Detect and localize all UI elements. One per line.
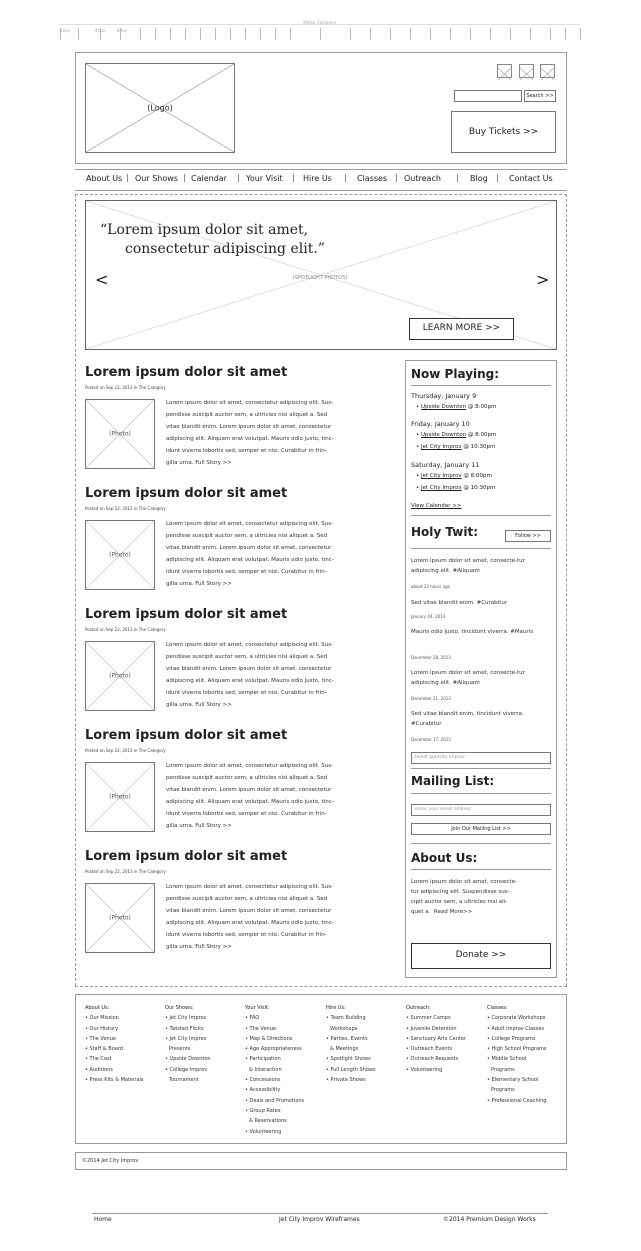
hero-quote-line2: consectetur adipiscing elit.” — [125, 241, 325, 257]
footer-link[interactable]: • Outreach Requests — [406, 1056, 459, 1063]
article-body-line: pendisse suscipit auctor sem, a ultricies nisi aliquet a. Sed — [166, 896, 328, 903]
ruler-tick — [580, 28, 581, 40]
footer-link[interactable]: & Meetings — [330, 1046, 359, 1053]
nav-separator: | — [395, 173, 398, 182]
article-meta: Posted on Sep 22, 2013 in The Category — [85, 506, 166, 511]
about-text-line: Lorem ipsum dolor sit amet, consecte- — [411, 879, 517, 885]
footer-link[interactable]: Programs — [491, 1066, 515, 1073]
footer-link[interactable]: • Deals and Promotions — [245, 1097, 305, 1104]
search-input[interactable] — [454, 90, 522, 102]
mailing-heading: Mailing List: — [411, 774, 495, 788]
schedule-show[interactable]: • Jet City Improv @ 8:00pm — [416, 473, 492, 479]
footer-link[interactable]: • Elementary School — [487, 1077, 539, 1084]
article-photo[interactable] — [85, 883, 155, 953]
footer-link[interactable]: • Jet City Improv — [165, 1035, 207, 1042]
ruler-tick — [140, 28, 141, 40]
ruler-tick — [155, 28, 156, 40]
nav-item-about[interactable]: About Us — [86, 174, 123, 183]
tweet-date: December 21, 2013 — [411, 696, 451, 701]
article-body-last-line[interactable]: gilla urna. Full Story >> — [166, 581, 232, 588]
footer-link[interactable]: • College Improv — [165, 1066, 208, 1073]
article-body-line: idunt viverra lobortis sed, semper et nisi. Curabitur in frin- — [166, 811, 327, 818]
divider — [411, 869, 551, 870]
article-body-line: adipiscing elit. Aliquam erat volutpat. Mauris odio justo, tinc- — [166, 799, 334, 806]
footer-column — [245, 1003, 304, 1137]
donate-button[interactable]: Donate >> — [411, 943, 551, 969]
ruler-tick — [410, 28, 411, 40]
nav-separator: | — [292, 173, 295, 182]
footer-link[interactable]: • Jet City Improv — [165, 1015, 207, 1022]
carousel-next-icon[interactable]: > — [536, 270, 550, 289]
article-body-line: adipiscing elit. Aliquam erat volutpat. Mauris odio justo, tinc- — [166, 557, 334, 564]
footer-link[interactable]: • Our Mission — [85, 1015, 119, 1022]
article-body-line: pendisse suscipit auctor sem, a ultricies nisi aliquet a. Sed — [166, 533, 328, 540]
article-meta: Posted on Sep 22, 2013 in The Category — [85, 748, 166, 753]
show-link[interactable]: Jet City Improv — [421, 444, 462, 450]
footer-link[interactable]: • Auditions — [85, 1066, 113, 1073]
footer-link[interactable]: • Map & Directions — [245, 1035, 293, 1042]
article-body-line: vitae blandit enim. Lorem ipsum dolor sit amet, consectetur — [166, 666, 332, 673]
divider — [411, 843, 551, 844]
divider — [411, 385, 551, 386]
article-body-line: Lorem ipsum dolor sit amet, consectetur adipiscing elit. Sus- — [166, 521, 334, 527]
ruler-tick — [230, 28, 231, 40]
article-body-line: vitae blandit enim. Lorem ipsum dolor sit amet, consectetur — [166, 908, 332, 915]
footer-link[interactable]: • High School Programs — [487, 1046, 547, 1053]
article-title[interactable]: Lorem ipsum dolor sit amet — [85, 728, 288, 743]
footer-link[interactable]: • Full Length Shows — [326, 1066, 376, 1073]
footer-column — [326, 1003, 376, 1085]
tweet-text: Lorem ipsum dolor sit amet, consecte-tur adipiscing elit. #Aliquam — [411, 670, 525, 686]
social-icon[interactable] — [540, 64, 555, 78]
footer-link[interactable]: • College Programs — [487, 1035, 536, 1042]
footer-link[interactable]: • Group Rates — [245, 1107, 281, 1114]
nav-item-blog[interactable]: Blog — [470, 174, 488, 183]
footer-link[interactable]: Programs — [491, 1087, 515, 1094]
schedule-show[interactable]: • Jet City Improv @ 10:30pm — [416, 485, 496, 491]
footer-column-heading[interactable]: Classes: — [487, 1005, 508, 1011]
divider — [411, 515, 551, 516]
footer-link[interactable]: & Reservations — [249, 1118, 287, 1125]
tweet-date: January 04, 2014 — [411, 614, 446, 619]
ruler-tick — [370, 28, 371, 40]
article-photo[interactable] — [85, 520, 155, 590]
photo-label: (Photo) — [109, 551, 131, 559]
footer-column-heading[interactable]: Our Shows: — [165, 1005, 194, 1011]
footer-link[interactable]: Tournament — [169, 1077, 199, 1084]
show-link[interactable]: Jet City Improv — [421, 485, 462, 491]
article-body-line: pendisse suscipit auctor sem, a ultricies nisi aliquet a. Sed — [166, 654, 328, 661]
article-body-line: pendisse suscipit auctor sem, a ultricies nisi aliquet a. Sed — [166, 775, 328, 782]
ruler-label: 960px Container — [303, 20, 337, 25]
ruler-tick — [470, 28, 471, 40]
nav-item-classes[interactable]: Classes — [357, 174, 388, 183]
footer-link[interactable]: • FAQ — [245, 1015, 260, 1022]
now-playing-heading: Now Playing: — [411, 367, 500, 381]
about-text-line: cipit auctor sem, a ultricies nisi ali- — [411, 899, 508, 905]
about-text-line: quet a. Read More>> — [411, 909, 473, 915]
footer-link[interactable]: • Volunteering — [406, 1066, 443, 1073]
ruler-label: 40px — [95, 28, 105, 33]
footer-link[interactable]: • Press Kits & Materials — [85, 1077, 144, 1084]
photo-label: (Photo) — [109, 914, 131, 922]
footer-column — [406, 1003, 466, 1075]
content-frame-left — [75, 194, 76, 986]
read-more-link[interactable]: Read More>> — [433, 909, 473, 915]
divider — [411, 768, 551, 769]
tweet-input[interactable]: tweet @jetcity improv — [411, 752, 551, 764]
footer-link[interactable]: • Upside Downton — [165, 1056, 211, 1063]
footer-link[interactable]: • Age Appropriateness — [245, 1046, 302, 1053]
footer-link[interactable]: Workshops — [330, 1025, 358, 1032]
ruler-tick — [430, 28, 431, 40]
content-frame-bottom — [75, 986, 567, 987]
schedule-show[interactable]: • Jet City Improv @ 10:30pm — [416, 444, 496, 450]
article-body-line: idunt viverra lobortis sed, semper et nisi. Curabitur in frin- — [166, 690, 327, 697]
footer-link[interactable]: • Corporate Workshops — [487, 1015, 546, 1022]
ruler-tick — [450, 28, 451, 40]
home-link[interactable]: Home — [94, 1216, 112, 1223]
search-button[interactable]: Search >> — [524, 90, 556, 102]
footer-link[interactable]: • Spotlight Shows — [326, 1056, 371, 1063]
footer-link[interactable]: • Team Building — [326, 1015, 366, 1022]
about-text — [411, 877, 553, 917]
hero-quote-line1: “Lorem ipsum dolor sit amet, — [100, 222, 309, 238]
article-photo[interactable] — [85, 399, 155, 469]
join-mailing-button[interactable]: Join Our Mailing List >> — [411, 823, 551, 835]
article-photo[interactable] — [85, 641, 155, 711]
article-title[interactable]: Lorem ipsum dolor sit amet — [85, 365, 288, 380]
tweet-text: Sed vitae blandit enim, tincidunt viverra. #Curabitur — [411, 711, 524, 727]
divider — [411, 548, 551, 549]
show-link[interactable]: Jet City Improv — [421, 473, 462, 479]
social-icon[interactable] — [497, 64, 512, 78]
tweet-text: Sed vitae blandit enim. #Curabitur — [411, 600, 508, 606]
ruler-tick — [350, 28, 351, 40]
footer-column — [85, 1003, 144, 1085]
article-body-line: vitae blandit enim. Lorem ipsum dolor sit amet, consectetur — [166, 424, 332, 431]
article-body-line: adipiscing elit. Aliquam erat volutpat. Mauris odio justo, tinc- — [166, 436, 334, 443]
nav-separator: | — [456, 173, 459, 182]
logo-placeholder[interactable] — [85, 63, 235, 153]
logo-label: (Logo) — [147, 103, 173, 113]
nav-item-outreach[interactable]: Outreach — [404, 174, 441, 183]
photo-label: (Photo) — [109, 430, 131, 438]
nav-item-visit[interactable]: Your Visit — [246, 174, 283, 183]
article-photo[interactable] — [85, 762, 155, 832]
footer-link[interactable]: • Summer Camps — [406, 1015, 451, 1022]
article-body-line: Lorem ipsum dolor sit amet, consectetur adipiscing elit. Sus- — [166, 763, 334, 769]
article-body-last-line[interactable]: gilla urna. Full Story >> — [166, 702, 232, 709]
footer-link[interactable]: • Accessibility — [245, 1087, 281, 1094]
photo-label: (Photo) — [109, 793, 131, 801]
copyright-text: ©2014 Jet City Improv — [82, 1158, 139, 1164]
tweet-date: December 28, 2013 — [411, 655, 451, 660]
ruler-tick — [530, 28, 531, 40]
ruler-tick — [215, 28, 216, 40]
article-body-line: Lorem ipsum dolor sit amet, consectetur adipiscing elit. Sus- — [166, 642, 334, 648]
show-link[interactable]: Upside Downton — [421, 432, 467, 438]
article-body-line: idunt viverra lobortis sed, semper et nisi. Curabitur in frin- — [166, 932, 327, 939]
schedule-show[interactable]: • Upside Downton @ 8:00pm — [416, 432, 497, 438]
ruler-label: 10px — [60, 28, 70, 33]
view-calendar-link[interactable]: View Calendar >> — [411, 503, 462, 509]
ruler-tick — [565, 28, 566, 40]
footer-link[interactable]: & Interaction — [249, 1066, 282, 1073]
email-field[interactable]: enter your email address — [411, 804, 551, 816]
article-body-last-line[interactable]: gilla urna. Full Story >> — [166, 460, 232, 467]
tweet-date: about 23 hours ago — [411, 584, 451, 589]
footer-link[interactable]: • The Venue — [245, 1025, 276, 1032]
footer-column-heading[interactable]: Outreach: — [406, 1005, 431, 1011]
footer-column-heading[interactable]: About Us: — [85, 1005, 110, 1011]
footer-link[interactable]: • Staff & Board — [85, 1046, 123, 1053]
article-body — [166, 881, 388, 954]
ruler-tick — [200, 28, 201, 40]
nav-separator: | — [496, 173, 499, 182]
article-title[interactable]: Lorem ipsum dolor sit amet — [85, 849, 288, 864]
ruler-tick — [290, 28, 291, 40]
footer-link[interactable]: Presents — [169, 1046, 191, 1053]
show-time: @ 8:00pm — [467, 432, 497, 438]
nav-separator: | — [126, 173, 129, 182]
footer-link[interactable]: • Our History — [85, 1025, 119, 1032]
article-meta: Posted on Sep 22, 2013 in The Category — [85, 627, 166, 632]
article-body — [166, 397, 388, 470]
article-meta: Posted on Sep 22, 2013 in The Category — [85, 385, 166, 390]
ruler-tick — [320, 28, 321, 40]
ruler-label: 80px — [117, 28, 127, 33]
article-body-last-line[interactable]: gilla urna. Full Story >> — [166, 944, 232, 951]
nav-item-shows[interactable]: Our Shows — [135, 174, 178, 183]
footer-link[interactable]: • Professional Coaching — [487, 1097, 547, 1104]
carousel-prev-icon[interactable]: < — [95, 270, 109, 289]
bottom-copyright: ©2014 Premium Design Works — [443, 1216, 536, 1223]
footer-link[interactable]: • Middle School — [487, 1056, 527, 1063]
article-body-line: idunt viverra lobortis sed, semper et nisi. Curabitur in frin- — [166, 569, 327, 576]
show-time: @ 10:30pm — [463, 485, 496, 491]
article-body-line: Lorem ipsum dolor sit amet, consectetur adipiscing elit. Sus- — [166, 884, 334, 890]
tweet-text: Lorem ipsum dolor sit amet, consecte-tur adipiscing elit. #Aliquam — [411, 558, 525, 574]
article-body-line: vitae blandit enim. Lorem ipsum dolor sit amet, consectetur — [166, 787, 332, 794]
content-frame-top — [75, 194, 567, 195]
article-body-line: Lorem ipsum dolor sit amet, consectetur adipiscing elit. Sus- — [166, 400, 334, 406]
schedule-day: Thursday, January 9 — [411, 392, 477, 400]
copyright-bar — [75, 1152, 567, 1170]
article-body — [166, 518, 388, 591]
wireframe-title: Jet City Improv Wireframes — [279, 1216, 360, 1223]
divider — [411, 793, 551, 794]
article-title[interactable]: Lorem ipsum dolor sit amet — [85, 486, 288, 501]
buy-tickets-button[interactable]: Buy Tickets >> — [451, 111, 556, 153]
show-link[interactable]: Upside Downton — [421, 404, 467, 410]
spotlight-photo-label: (SPOTLIGHT PHOTOS) — [292, 275, 348, 281]
footer-link[interactable]: • Parties, Events — [326, 1035, 368, 1042]
footer-link[interactable]: • Participation — [245, 1056, 281, 1063]
grid-ruler — [60, 18, 580, 40]
footer-link[interactable]: • Twisted Flicks — [165, 1025, 204, 1032]
footer-link[interactable]: • Sanctuary Arts Center — [406, 1035, 466, 1042]
article-title[interactable]: Lorem ipsum dolor sit amet — [85, 607, 288, 622]
footer-link[interactable]: • The Venue — [85, 1035, 116, 1042]
schedule-day: Saturday, January 11 — [411, 461, 480, 469]
article-body-last-line[interactable]: gilla urna. Full Story >> — [166, 823, 232, 830]
footer-link[interactable]: • Volunteering — [245, 1128, 282, 1135]
tweet-date: December 17, 2013 — [411, 737, 451, 742]
about-heading: About Us: — [411, 851, 478, 865]
article-body-line: vitae blandit enim. Lorem ipsum dolor sit amet, consectetur — [166, 545, 332, 552]
tweet-text: Mauris odio justo, tincidunt viverra. #Mauris — [411, 629, 534, 635]
article-body — [166, 760, 388, 833]
ruler-tick — [185, 28, 186, 40]
ruler-tick — [170, 28, 171, 40]
schedule-show[interactable]: • Upside Downton @ 8:00pm — [416, 404, 497, 410]
footer-link[interactable]: • Outreach Events — [406, 1046, 453, 1053]
show-time: @ 8:00pm — [463, 473, 492, 479]
footer-link[interactable]: • The Cast — [85, 1056, 112, 1063]
schedule-day: Friday, January 10 — [411, 420, 470, 428]
footer-column — [165, 1003, 211, 1085]
footer-column-heading[interactable]: Hire Us: — [326, 1005, 346, 1011]
nav-item-calendar[interactable]: Calendar — [191, 174, 227, 183]
article-body-line: adipiscing elit. Aliquam erat volutpat. Mauris odio justo, tinc- — [166, 678, 334, 685]
nav-separator: | — [237, 173, 240, 182]
ruler-tick — [78, 28, 79, 40]
ruler-tick — [260, 28, 261, 40]
ruler-tick — [510, 28, 511, 40]
footer-column-heading[interactable]: Your Visit: — [245, 1005, 270, 1011]
footer-link[interactable]: • Private Shows — [326, 1077, 366, 1084]
article-body-line: idunt viverra lobortis sed, semper et nisi. Curabitur in frin- — [166, 448, 327, 455]
ruler-tick — [550, 28, 551, 40]
learn-more-button[interactable]: LEARN MORE >> — [409, 318, 514, 340]
about-text-line: tur adipiscing elit. Suspendisse sus- — [411, 889, 510, 895]
footer-column — [487, 1003, 547, 1106]
follow-button[interactable]: Follow >> — [505, 530, 551, 542]
show-time: @ 8:00pm — [467, 404, 497, 410]
nav-item-hire[interactable]: Hire Us — [303, 174, 332, 183]
footer-link[interactable]: • Concessions — [245, 1077, 281, 1084]
bottom-divider — [92, 1213, 548, 1214]
nav-item-contact[interactable]: Contact Us — [509, 174, 553, 183]
article-meta: Posted on Sep 22, 2013 in The Category — [85, 869, 166, 874]
show-time: @ 10:30pm — [463, 444, 496, 450]
article-body — [166, 639, 388, 712]
twitter-heading: Holy Twit: — [411, 525, 479, 539]
article-body-line: pendisse suscipit auctor sem, a ultricies nisi aliquet a. Sed — [166, 412, 328, 419]
social-icon[interactable] — [519, 64, 534, 78]
article-body-line: adipiscing elit. Aliquam erat volutpat. Mauris odio justo, tinc- — [166, 920, 334, 927]
ruler-tick — [490, 28, 491, 40]
content-frame-right — [566, 194, 567, 986]
ruler-tick — [245, 28, 246, 40]
photo-label: (Photo) — [109, 672, 131, 680]
footer-link[interactable]: • Juvenile Detention — [406, 1025, 457, 1032]
footer-link[interactable]: • Adult Improv Classes — [487, 1025, 545, 1032]
nav-separator: | — [183, 173, 186, 182]
ruler-tick — [390, 28, 391, 40]
ruler-tick — [275, 28, 276, 40]
nav-separator: | — [344, 173, 347, 182]
